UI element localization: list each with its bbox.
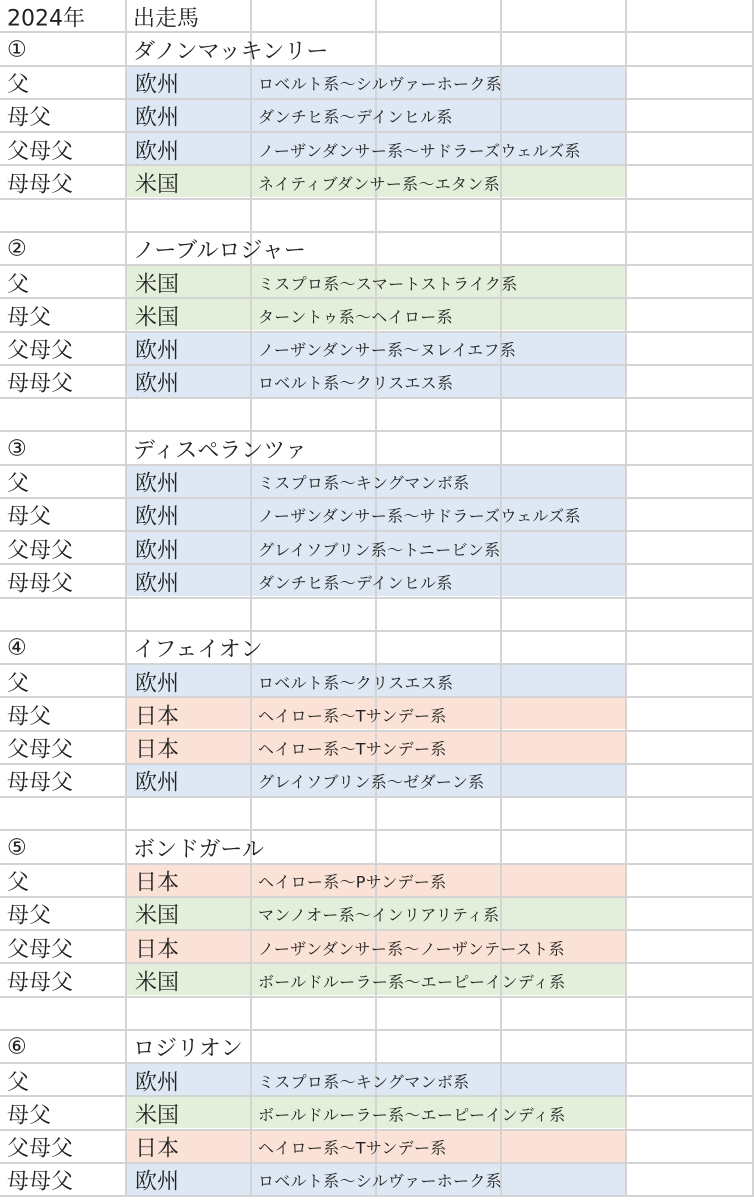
sire-line: ノーザンダンサー系〜サドラーズウェルズ系 — [258, 506, 581, 526]
grid-cell[interactable] — [627, 233, 754, 266]
ancestor-role: 母父 — [7, 1103, 52, 1129]
grid-cell[interactable] — [502, 865, 627, 898]
region-label: 欧州 — [135, 139, 180, 165]
ancestor-role: 母母父 — [7, 172, 74, 198]
grid-cell[interactable] — [377, 632, 502, 665]
pedigree-row — [0, 765, 754, 798]
grid-cell[interactable] — [502, 698, 627, 731]
grid-cell[interactable] — [502, 67, 627, 100]
grid-cell[interactable] — [627, 831, 754, 864]
grid-cell[interactable] — [502, 1131, 627, 1164]
ancestor-role: 母父 — [7, 105, 52, 131]
grid-cell[interactable] — [627, 931, 754, 964]
sire-line: ダンチヒ系〜デインヒル系 — [258, 573, 453, 593]
sire-line: ヘイロー系〜Pサンデー系 — [258, 872, 447, 892]
region-label: 日本 — [135, 1136, 180, 1162]
grid-cell[interactable] — [627, 0, 754, 33]
grid-cell[interactable] — [627, 499, 754, 532]
ancestor-role: 父 — [7, 471, 30, 497]
ancestor-role: 母母父 — [7, 770, 74, 796]
region-label: 米国 — [135, 272, 180, 298]
sire-line: ロベルト系〜シルヴァーホーク系 — [258, 74, 502, 94]
horse-number: ② — [7, 236, 27, 262]
grid-cell[interactable] — [377, 233, 502, 266]
grid-cell[interactable] — [0, 399, 127, 432]
sire-line: ミスプロ系〜スマートストライク系 — [258, 274, 518, 294]
region-label: 欧州 — [135, 471, 180, 497]
grid-cell[interactable] — [627, 33, 754, 66]
ancestor-role: 母父 — [7, 305, 52, 331]
spacer-row — [0, 998, 754, 1031]
pedigree-row — [0, 931, 754, 964]
ancestor-role: 父 — [7, 272, 30, 298]
region-label: 欧州 — [135, 1169, 180, 1195]
grid-cell[interactable] — [127, 998, 252, 1031]
pedigree-row — [0, 1064, 754, 1097]
horse-number: ③ — [7, 436, 27, 462]
pedigree-row — [0, 366, 754, 399]
horse-name: ロジリオン — [133, 1036, 243, 1062]
sire-line: ミスプロ系〜キングマンボ系 — [258, 1072, 470, 1092]
grid-cell[interactable] — [627, 333, 754, 366]
grid-cell[interactable] — [502, 299, 627, 332]
grid-cell[interactable] — [627, 133, 754, 166]
grid-cell[interactable] — [627, 67, 754, 100]
ancestor-role: 母母父 — [7, 1169, 74, 1195]
grid-cell[interactable] — [627, 532, 754, 565]
grid-cell[interactable] — [0, 798, 127, 831]
ancestor-role: 父母父 — [7, 937, 74, 963]
grid-cell[interactable] — [627, 266, 754, 299]
grid-cell[interactable] — [627, 665, 754, 698]
grid-cell[interactable] — [0, 200, 127, 233]
horse-name: ディスペランツァ — [133, 438, 308, 464]
region-label: 日本 — [135, 937, 180, 963]
spacer-row — [0, 798, 754, 831]
grid-cell[interactable] — [627, 299, 754, 332]
grid-cell[interactable] — [252, 599, 377, 632]
year-cell: 2024年 — [7, 6, 85, 32]
pedigree-row — [0, 299, 754, 332]
grid-cell[interactable] — [502, 1031, 627, 1064]
grid-cell[interactable] — [627, 166, 754, 199]
ancestor-role: 母母父 — [7, 571, 74, 597]
region-label: 米国 — [135, 970, 180, 996]
ancestor-role: 母父 — [7, 504, 52, 530]
grid-cell[interactable] — [502, 665, 627, 698]
pedigree-row — [0, 565, 754, 598]
grid-cell[interactable] — [502, 33, 627, 66]
grid-cell[interactable] — [627, 1164, 754, 1197]
region-label: 欧州 — [135, 105, 180, 131]
pedigree-row — [0, 532, 754, 565]
horse-title-row — [0, 432, 754, 465]
grid-cell[interactable] — [0, 599, 127, 632]
grid-cell[interactable] — [127, 798, 252, 831]
ancestor-role: 父母父 — [7, 139, 74, 165]
horse-title-row — [0, 831, 754, 864]
horse-number: ① — [7, 37, 27, 63]
grid-cell[interactable] — [252, 831, 377, 864]
pedigree-row — [0, 133, 754, 166]
horse-number: ④ — [7, 635, 27, 661]
horse-number: ⑤ — [7, 835, 27, 861]
grid-cell[interactable] — [252, 798, 377, 831]
grid-cell[interactable] — [627, 599, 754, 632]
grid-cell[interactable] — [627, 432, 754, 465]
grid-cell[interactable] — [502, 399, 627, 432]
region-label: 米国 — [135, 903, 180, 929]
grid-cell[interactable] — [252, 200, 377, 233]
pedigree-row — [0, 466, 754, 499]
grid-cell[interactable] — [502, 798, 627, 831]
grid-cell[interactable] — [502, 0, 627, 33]
region-label: 米国 — [135, 1103, 180, 1129]
ancestor-role: 父 — [7, 72, 30, 98]
sire-line: ロベルト系〜クリスエス系 — [258, 373, 454, 393]
grid-cell[interactable] — [627, 998, 754, 1031]
horse-number: ⑥ — [7, 1034, 27, 1060]
sire-line: ターントゥ系〜ヘイロー系 — [258, 307, 453, 327]
horse-title-row — [0, 233, 754, 266]
region-label: 欧州 — [135, 338, 180, 364]
pedigree-row — [0, 865, 754, 898]
grid-cell[interactable] — [252, 998, 377, 1031]
region-label: 欧州 — [135, 538, 180, 564]
horse-name: ダノンマッキンリー — [133, 39, 329, 65]
region-label: 欧州 — [135, 770, 180, 796]
grid-cell[interactable] — [127, 399, 252, 432]
sire-line: グレイソブリン系〜ゼダーン系 — [258, 772, 485, 792]
sire-line: ノーザンダンサー系〜ノーザンテースト系 — [258, 939, 565, 959]
horse-name: ノーブルロジャー — [133, 238, 306, 264]
grid-cell[interactable] — [627, 1064, 754, 1097]
pedigree-row — [0, 665, 754, 698]
pedigree-row — [0, 898, 754, 931]
grid-cell[interactable] — [627, 798, 754, 831]
ancestor-role: 母母父 — [7, 371, 74, 397]
region-label: 欧州 — [135, 571, 180, 597]
pedigree-row — [0, 166, 754, 199]
grid-cell[interactable] — [502, 1164, 627, 1197]
grid-cell[interactable] — [627, 1131, 754, 1164]
grid-cell[interactable] — [377, 599, 502, 632]
pedigree-row — [0, 698, 754, 731]
ancestor-role: 母父 — [7, 704, 52, 730]
grid-cell[interactable] — [0, 998, 127, 1031]
grid-cell[interactable] — [377, 200, 502, 233]
header-label: 出走馬 — [133, 6, 200, 32]
sire-line: ノーザンダンサー系〜サドラーズウェルズ系 — [258, 141, 581, 161]
grid-cell[interactable] — [377, 33, 502, 66]
grid-cell[interactable] — [377, 1031, 502, 1064]
grid-cell[interactable] — [627, 399, 754, 432]
grid-cell[interactable] — [627, 1097, 754, 1130]
grid-cell[interactable] — [502, 831, 627, 864]
grid-cell[interactable] — [502, 466, 627, 499]
header-row — [0, 0, 754, 33]
grid-cell[interactable] — [502, 765, 627, 798]
grid-cell[interactable] — [502, 366, 627, 399]
grid-cell[interactable] — [502, 565, 627, 598]
ancestor-role: 父 — [7, 870, 30, 896]
horse-title-row — [0, 33, 754, 66]
sire-line: ヘイロー系〜Tサンデー系 — [258, 739, 447, 759]
grid-cell[interactable] — [377, 432, 502, 465]
pedigree-row — [0, 1097, 754, 1130]
grid-cell[interactable] — [627, 200, 754, 233]
region-label: 日本 — [135, 870, 180, 896]
grid-cell[interactable] — [502, 432, 627, 465]
region-label: 日本 — [135, 704, 180, 730]
pedigree-row — [0, 333, 754, 366]
region-label: 欧州 — [135, 671, 180, 697]
sire-line: ネイティブダンサー系〜エタン系 — [258, 174, 500, 194]
grid-cell[interactable] — [627, 898, 754, 931]
pedigree-row — [0, 964, 754, 997]
grid-cell[interactable] — [502, 200, 627, 233]
grid-cell[interactable] — [627, 466, 754, 499]
grid-cell[interactable] — [502, 732, 627, 765]
grid-cell[interactable] — [377, 399, 502, 432]
grid-cell[interactable] — [502, 333, 627, 366]
sire-line: ボールドルーラー系〜エーピーインディ系 — [258, 1105, 566, 1125]
ancestor-role: 父母父 — [7, 338, 74, 364]
grid-cell[interactable] — [627, 765, 754, 798]
pedigree-row — [0, 732, 754, 765]
grid-cell[interactable] — [502, 532, 627, 565]
grid-cell[interactable] — [502, 599, 627, 632]
horse-name: ボンドガール — [133, 837, 264, 863]
grid-cell[interactable] — [627, 732, 754, 765]
sire-line: ロベルト系〜クリスエス系 — [258, 673, 454, 693]
sire-line: マンノオー系〜インリアリティ系 — [258, 905, 500, 925]
grid-cell[interactable] — [627, 632, 754, 665]
grid-cell[interactable] — [502, 632, 627, 665]
pedigree-row — [0, 1131, 754, 1164]
grid-cell[interactable] — [377, 998, 502, 1031]
grid-cell[interactable] — [627, 366, 754, 399]
grid-cell[interactable] — [252, 0, 377, 33]
grid-cell[interactable] — [377, 0, 502, 33]
grid-cell[interactable] — [502, 998, 627, 1031]
grid-cell[interactable] — [502, 100, 627, 133]
horse-title-row — [0, 632, 754, 665]
sire-line: ヘイロー系〜Tサンデー系 — [258, 1138, 447, 1158]
ancestor-role: 父母父 — [7, 1136, 74, 1162]
sire-line: ダンチヒ系〜デインヒル系 — [258, 107, 453, 127]
grid-cell[interactable] — [502, 1064, 627, 1097]
ancestor-role: 父母父 — [7, 737, 74, 763]
grid-cell[interactable] — [502, 266, 627, 299]
region-label: 日本 — [135, 737, 180, 763]
ancestor-role: 母父 — [7, 903, 52, 929]
grid-cell[interactable] — [127, 200, 252, 233]
grid-cell[interactable] — [502, 166, 627, 199]
grid-cell[interactable] — [127, 599, 252, 632]
pedigree-row — [0, 100, 754, 133]
pedigree-row — [0, 499, 754, 532]
pedigree-row — [0, 266, 754, 299]
grid-cell[interactable] — [627, 698, 754, 731]
grid-cell[interactable] — [502, 898, 627, 931]
ancestor-role: 父母父 — [7, 538, 74, 564]
spacer-row — [0, 399, 754, 432]
grid-cell[interactable] — [627, 100, 754, 133]
pedigree-row — [0, 1164, 754, 1197]
ancestor-role: 父 — [7, 671, 30, 697]
region-label: 米国 — [135, 172, 180, 198]
region-label: 欧州 — [135, 1070, 180, 1096]
ancestor-role: 父 — [7, 1070, 30, 1096]
region-label: 欧州 — [135, 72, 180, 98]
region-label: 欧州 — [135, 371, 180, 397]
sire-line: ミスプロ系〜キングマンボ系 — [258, 473, 470, 493]
pedigree-row — [0, 67, 754, 100]
sire-line: ロベルト系〜シルヴァーホーク系 — [258, 1171, 502, 1191]
grid-cell[interactable] — [252, 632, 377, 665]
sire-line: ボールドルーラー系〜エーピーインディ系 — [258, 972, 566, 992]
grid-cell[interactable] — [627, 964, 754, 997]
spacer-row — [0, 200, 754, 233]
sire-line: ノーザンダンサー系〜ヌレイエフ系 — [258, 340, 517, 360]
grid-cell[interactable] — [502, 233, 627, 266]
region-label: 米国 — [135, 305, 180, 331]
region-label: 欧州 — [135, 504, 180, 530]
grid-cell[interactable] — [252, 1031, 377, 1064]
grid-cell[interactable] — [252, 399, 377, 432]
spacer-row — [0, 599, 754, 632]
ancestor-role: 母母父 — [7, 970, 74, 996]
grid-cell[interactable] — [377, 831, 502, 864]
grid-cell[interactable] — [627, 565, 754, 598]
grid-cell[interactable] — [627, 865, 754, 898]
grid-cell[interactable] — [627, 1031, 754, 1064]
horse-name: イフェイオン — [133, 637, 263, 663]
sire-line: ヘイロー系〜Tサンデー系 — [258, 706, 447, 726]
grid-cell[interactable] — [377, 798, 502, 831]
sire-line: グレイソブリン系〜トニービン系 — [258, 540, 501, 560]
horse-title-row — [0, 1031, 754, 1064]
